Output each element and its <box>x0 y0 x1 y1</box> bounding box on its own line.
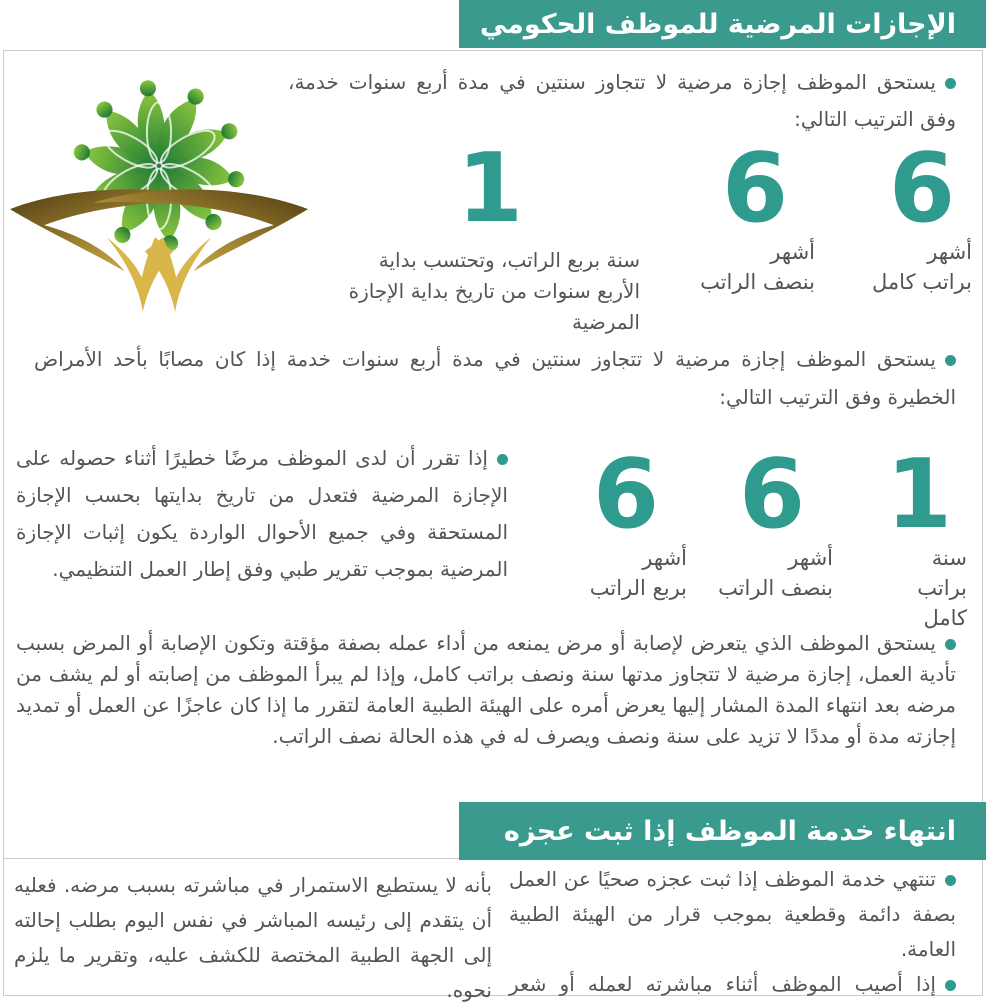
eligibility-text: يستحق الموظف إجازة مرضية لا تتجاوز سنتين في مدة أربع سنوات خدمة، وفق الترتيب التالي: <box>288 70 956 131</box>
stat-label: براتب كامل <box>872 270 972 294</box>
termination-bullet2-text: إذا أصيب الموظف أثناء مباشرته لعمله أو شعر <box>509 972 936 996</box>
section2-title: انتهاء خدمة الموظف إذا ثبت عجزه <box>503 815 956 847</box>
injury-paragraph <box>16 628 956 752</box>
section1-header <box>459 0 986 48</box>
stat-value: 1 <box>885 440 953 550</box>
stat-unit: أشهر <box>788 546 833 570</box>
stat-1-year-full-salary <box>871 440 967 633</box>
stat-value: 6 <box>592 440 660 550</box>
stat-label: براتب كامل <box>917 576 967 630</box>
section2-header <box>459 802 986 860</box>
stat-6-months-half-salary-serious <box>711 440 833 603</box>
termination-right-column <box>509 862 956 1002</box>
termination-continuation: بأنه لا يستطيع الاستمرار في مباشرته بسبب مرضه. فعليه أن يتقدم إلى رئيسه المباشر في نفس اليوم بطلب إحالته إلى الجهة الطبية المختصة للكشف عليه، وتقرير ما يلزم نحوه. <box>14 873 492 1002</box>
stat-unit: أشهر <box>770 240 815 264</box>
stat-unit: سنة <box>931 546 967 570</box>
ministry-logo-icon <box>8 80 310 317</box>
bullet-icon <box>945 980 956 991</box>
bullet-icon <box>945 875 956 886</box>
stat-6-months-quarter-salary <box>565 440 687 603</box>
stat-value: 6 <box>721 134 789 244</box>
serious-note-paragraph <box>16 440 508 588</box>
stat-1-year-quarter-salary <box>340 134 640 338</box>
bullet-icon <box>945 78 956 89</box>
stat-6-months-full-salary <box>872 134 972 297</box>
eligibility-paragraph <box>288 64 956 138</box>
termination-bullet1 <box>509 862 956 967</box>
stat-value: 6 <box>888 134 956 244</box>
serious-illness-text: يستحق الموظف إجازة مرضية لا تتجاوز سنتين في مدة أربع سنوات خدمة إذا كان مصابًا بأحد الأمراض الخطيرة وفق الترتيب التالي: <box>34 347 956 409</box>
stat-value: 6 <box>738 440 806 550</box>
termination-bullet2 <box>509 967 956 1002</box>
stat-value: 1 <box>456 134 524 244</box>
serious-note-text: إذا تقرر أن لدى الموظف مرضًا خطيرًا أثناء حصوله على الإجازة المرضية فتعدل من تاريخ بدايتها بحسب الإجازة المستحقة وفي جميع الأحوال الواردة يكون إثبات الإجازة المرضية بموجب تقرير طبي وفق إطار العمل التنظيمي. <box>16 446 508 581</box>
bullet-icon <box>945 355 956 366</box>
bullet-icon <box>945 639 956 650</box>
serious-illness-paragraph <box>34 340 956 416</box>
logo-flower <box>71 80 247 251</box>
bullet-icon <box>497 454 508 465</box>
stat-6-months-half-salary <box>695 134 815 297</box>
termination-left-column <box>14 868 492 1008</box>
injury-text: يستحق الموظف الذي يتعرض لإصابة أو مرض يمنعه من أداء عمله بصفة مؤقتة وتكون الإصابة أو المرض بسبب تأدية العمل، إجازة مرضية لا تتجاوز مدتها سنة ونصف براتب كامل، وإذا لم يبرأ الموظف من إصابته أو لم يشف من مرضه بعد انتهاء المدة المشار إليها يعرض أمره على الهيئة الطبية العامة لتقرر ما إذا كان عاجزًا عن العمل أو تمديد إجازته مدة أو مددًا لا تزيد على سنة ونصف ويصرف له في هذه الحالة نصف الراتب. <box>16 631 956 748</box>
stat-label: بنصف الراتب <box>718 576 833 600</box>
section1-title: الإجازات المرضية للموظف الحكومي <box>479 8 956 40</box>
stat-unit: أشهر <box>642 546 687 570</box>
stat-label: بربع الراتب <box>589 576 687 600</box>
termination-bullet1-text: تنتهي خدمة الموظف إذا ثبت عجزه صحيًا عن العمل بصفة دائمة وقطعية بموجب قرار من الهيئة الطبية العامة. <box>509 867 956 961</box>
stat-caption: سنة بربع الراتب، وتحتسب بداية الأربع سنوات من تاريخ بداية الإجازة المرضية <box>348 248 640 334</box>
stat-unit: أشهر <box>927 240 972 264</box>
stat-label: بنصف الراتب <box>700 270 815 294</box>
